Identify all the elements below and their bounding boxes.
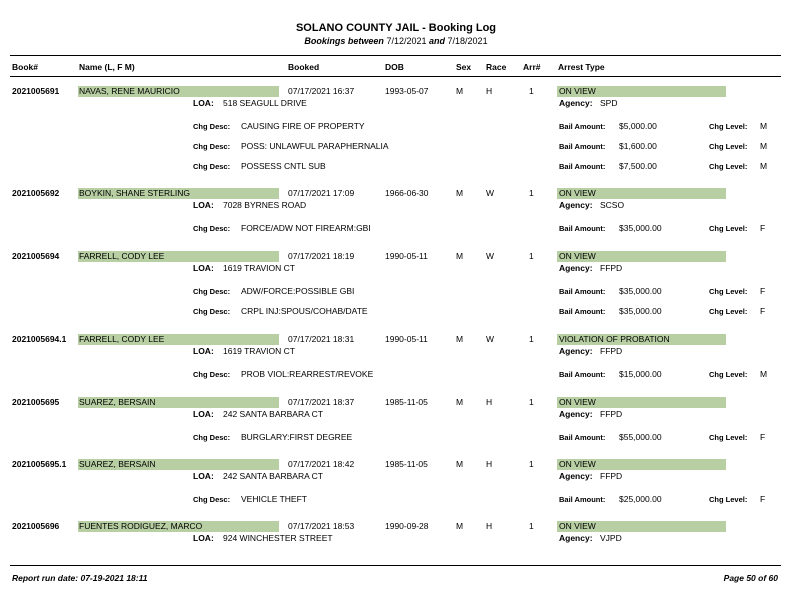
charge-level: M [760, 121, 768, 131]
agency-value: FFPD [600, 471, 623, 481]
sex: M [456, 251, 464, 261]
agency-value: FFPD [600, 263, 623, 273]
booked-datetime: 07/17/2021 18:37 [288, 397, 355, 407]
agency-value: VJPD [600, 533, 622, 543]
dob: 1985-11-05 [385, 397, 428, 407]
inmate-name: SUAREZ, BERSAIN [79, 459, 156, 469]
chg-desc-label: Chg Desc: [193, 370, 231, 379]
booked-datetime: 07/17/2021 17:09 [288, 188, 355, 198]
loa-value: 518 SEAGULL DRIVE [223, 98, 307, 108]
loa-value: 242 SANTA BARBARA CT [223, 471, 323, 481]
subtitle-and: and [429, 36, 446, 46]
bail-amount-label: Bail Amount: [559, 307, 606, 316]
sex: M [456, 459, 464, 469]
chg-desc-label: Chg Desc: [193, 287, 231, 296]
loa-value: 1619 TRAVION CT [223, 346, 295, 356]
charge-description: FORCE/ADW NOT FIREARM:GBI [241, 223, 371, 233]
loa-value: 7028 BYRNES ROAD [223, 200, 307, 210]
chg-desc-label: Chg Desc: [193, 122, 231, 131]
charge-level: F [760, 286, 766, 296]
chg-level-label: Chg Level: [709, 122, 748, 131]
arrest-type: ON VIEW [559, 459, 596, 469]
arrest-type: ON VIEW [559, 86, 596, 96]
dob: 1993-05-07 [385, 86, 429, 96]
agency-value: SPD [600, 98, 618, 108]
chg-level-label: Chg Level: [709, 495, 748, 504]
col-race: Race [486, 62, 507, 72]
arrest-number: 1 [529, 334, 534, 344]
loa-label: LOA: [193, 98, 214, 108]
bail-amount-label: Bail Amount: [559, 287, 606, 296]
dob: 1990-05-11 [385, 251, 428, 261]
col-dob: DOB [385, 62, 404, 72]
charge-level: F [760, 432, 766, 442]
charge-description: POSSESS CNTL SUB [241, 161, 326, 171]
chg-level-label: Chg Level: [709, 162, 748, 171]
sex: M [456, 188, 464, 198]
inmate-name: SUAREZ, BERSAIN [79, 397, 156, 407]
charge-level: M [760, 161, 768, 171]
loa-value: 924 WINCHESTER STREET [223, 533, 333, 543]
loa-label: LOA: [193, 263, 214, 273]
arrest-number: 1 [529, 459, 534, 469]
agency-label: Agency: [559, 200, 593, 210]
agency-label: Agency: [559, 98, 593, 108]
charge-description: PROB VIOL:REARREST/REVOKE [241, 369, 374, 379]
book-number: 2021005691 [12, 86, 60, 96]
bail-amount-label: Bail Amount: [559, 142, 606, 151]
chg-desc-label: Chg Desc: [193, 495, 231, 504]
chg-level-label: Chg Level: [709, 433, 748, 442]
agency-label: Agency: [559, 346, 593, 356]
arrest-type: VIOLATION OF PROBATION [559, 334, 670, 344]
chg-desc-label: Chg Desc: [193, 142, 231, 151]
race: W [486, 188, 495, 198]
loa-label: LOA: [193, 533, 214, 543]
dob: 1990-05-11 [385, 334, 428, 344]
report-run-date: Report run date: 07-19-2021 18:11 [12, 573, 148, 583]
arrest-type: ON VIEW [559, 188, 596, 198]
col-sex: Sex [456, 62, 472, 72]
charge-level: M [760, 369, 768, 379]
book-number: 2021005692 [12, 188, 60, 198]
race: H [486, 397, 493, 407]
chg-desc-label: Chg Desc: [193, 307, 231, 316]
agency-label: Agency: [559, 263, 593, 273]
dob: 1966-06-30 [385, 188, 429, 198]
booked-datetime: 07/17/2021 16:37 [288, 86, 355, 96]
book-number: 2021005695 [12, 397, 60, 407]
charge-description: CRPL INJ:SPOUS/COHAB/DATE [241, 306, 368, 316]
bail-amount: $35,000.00 [619, 306, 662, 316]
chg-desc-label: Chg Desc: [193, 224, 231, 233]
book-number: 2021005694 [12, 251, 60, 261]
bail-amount: $25,000.00 [619, 494, 662, 504]
col-arr: Arr# [523, 62, 541, 72]
bail-amount: $55,000.00 [619, 432, 662, 442]
inmate-name: BOYKIN, SHANE STERLING [79, 188, 190, 198]
booked-datetime: 07/17/2021 18:31 [288, 334, 355, 344]
bail-amount-label: Bail Amount: [559, 370, 606, 379]
inmate-name: NAVAS, RENE MAURICIO [79, 86, 180, 96]
chg-level-label: Chg Level: [709, 287, 748, 296]
dob: 1985-11-05 [385, 459, 428, 469]
race: W [486, 251, 495, 261]
arrest-type: ON VIEW [559, 521, 596, 531]
sex: M [456, 86, 464, 96]
charge-description: BURGLARY:FIRST DEGREE [241, 432, 353, 442]
arrest-number: 1 [529, 188, 534, 198]
bail-amount-label: Bail Amount: [559, 224, 606, 233]
book-number: 2021005695.1 [12, 459, 67, 469]
chg-desc-label: Chg Desc: [193, 433, 231, 442]
booked-datetime: 07/17/2021 18:42 [288, 459, 355, 469]
loa-label: LOA: [193, 346, 214, 356]
charge-description: POSS: UNLAWFUL PARAPHERNALIA [241, 141, 389, 151]
chg-level-label: Chg Level: [709, 307, 748, 316]
inmate-name: FUENTES RODIGUEZ, MARCO [79, 521, 203, 531]
subtitle-prefix: Bookings between [304, 36, 384, 46]
charge-description: CAUSING FIRE OF PROPERTY [241, 121, 365, 131]
agency-value: FFPD [600, 409, 623, 419]
bail-amount-label: Bail Amount: [559, 162, 606, 171]
col-book: Book# [12, 62, 38, 72]
chg-level-label: Chg Level: [709, 142, 748, 151]
loa-label: LOA: [193, 471, 214, 481]
col-arrest-type: Arrest Type [558, 62, 605, 72]
bail-amount: $1,600.00 [619, 141, 657, 151]
bail-amount: $5,000.00 [619, 121, 657, 131]
race: H [486, 521, 493, 531]
loa-value: 1619 TRAVION CT [223, 263, 295, 273]
book-number: 2021005694.1 [12, 334, 67, 344]
charge-level: M [760, 141, 768, 151]
bail-amount-label: Bail Amount: [559, 495, 606, 504]
inmate-name: FARRELL, CODY LEE [79, 334, 165, 344]
arrest-type: ON VIEW [559, 397, 596, 407]
arrest-number: 1 [529, 397, 534, 407]
chg-level-label: Chg Level: [709, 224, 748, 233]
agency-label: Agency: [559, 533, 593, 543]
arrest-number: 1 [529, 251, 534, 261]
sex: M [456, 397, 464, 407]
chg-level-label: Chg Level: [709, 370, 748, 379]
race: H [486, 86, 493, 96]
col-booked: Booked [288, 62, 320, 72]
col-name: Name (L, F M) [79, 62, 135, 72]
loa-label: LOA: [193, 200, 214, 210]
agency-label: Agency: [559, 471, 593, 481]
charge-level: F [760, 494, 766, 504]
bail-amount: $7,500.00 [619, 161, 657, 171]
arrest-type: ON VIEW [559, 251, 596, 261]
inmate-name: FARRELL, CODY LEE [79, 251, 165, 261]
agency-value: FFPD [600, 346, 623, 356]
sex: M [456, 334, 464, 344]
charge-level: F [760, 306, 766, 316]
subtitle-date-from: 7/12/2021 [386, 36, 427, 46]
footer-rule [10, 565, 781, 566]
loa-label: LOA: [193, 409, 214, 419]
charge-description: ADW/FORCE:POSSIBLE GBI [241, 286, 355, 296]
charge-level: F [760, 223, 766, 233]
bail-amount: $35,000.00 [619, 286, 662, 296]
charge-description: VEHICLE THEFT [241, 494, 307, 504]
dob: 1990-09-28 [385, 521, 429, 531]
booked-datetime: 07/17/2021 18:19 [288, 251, 355, 261]
subtitle-date-to: 7/18/2021 [447, 36, 488, 46]
booked-datetime: 07/17/2021 18:53 [288, 521, 355, 531]
bail-amount-label: Bail Amount: [559, 122, 606, 131]
agency-label: Agency: [559, 409, 593, 419]
bail-amount: $15,000.00 [619, 369, 662, 379]
report-title: SOLANO COUNTY JAIL - Booking Log [295, 22, 497, 34]
agency-value: SCSO [600, 200, 625, 210]
chg-desc-label: Chg Desc: [193, 162, 231, 171]
page-number: Page 50 of 60 [723, 573, 778, 583]
sex: M [456, 521, 464, 531]
book-number: 2021005696 [12, 521, 60, 531]
loa-value: 242 SANTA BARBARA CT [223, 409, 323, 419]
arrest-number: 1 [529, 86, 534, 96]
bail-amount-label: Bail Amount: [559, 433, 606, 442]
bail-amount: $35,000.00 [619, 223, 662, 233]
race: H [486, 459, 493, 469]
race: W [486, 334, 495, 344]
arrest-number: 1 [529, 521, 534, 531]
